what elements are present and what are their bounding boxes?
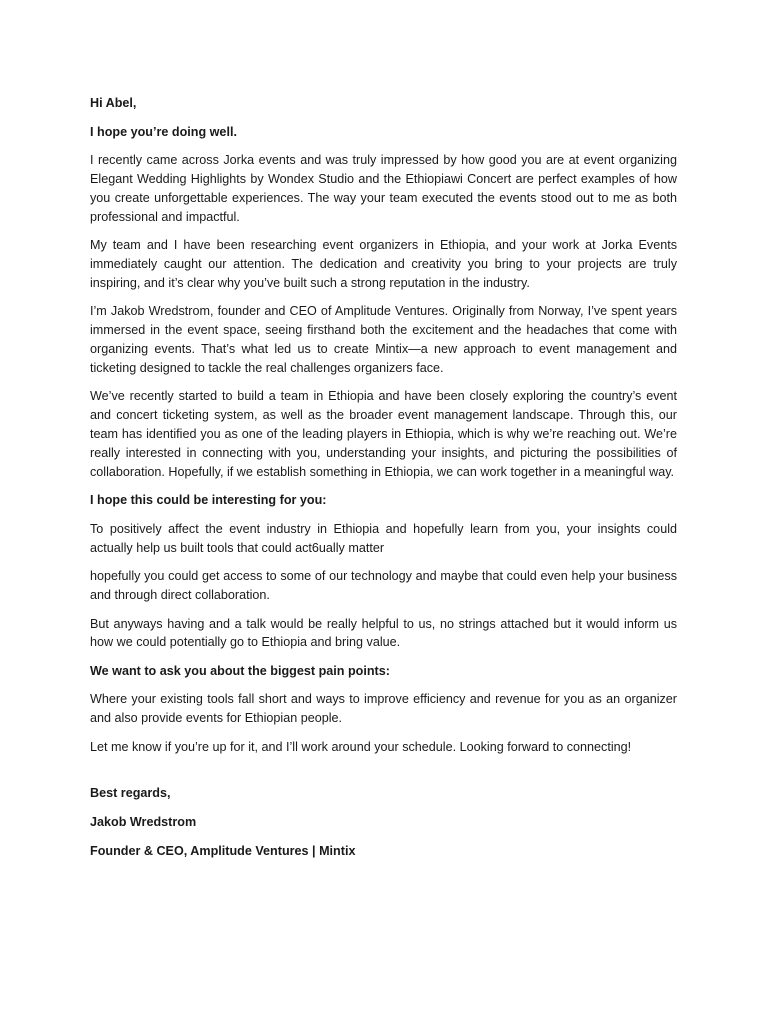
signature-title: Founder & CEO, Amplitude Ventures | Mintix [90,843,356,858]
signoff: Best regards, [90,786,171,801]
greeting: Hi Abel, [90,96,137,110]
letter-body [90,94,677,870]
signature-name: Jakob Wredstrom [90,815,197,830]
opening-line: I hope you’re doing well. [90,124,237,139]
paragraph-about-sender: I’m Jakob Wredstrom, founder and CEO of Amplitude Ventures. Originally from Norway, I’ve spent years immersed in the event space, seeing firsthand both the excitement and the headaches that come with organizing events. That’s what led us to create Mintix—a new approach to event management and ticketing designed to tackle the real challenges organizers face. [90,304,677,375]
paragraph-tools: Where your existing tools fall short and ways to improve efficiency and revenue for you as an organizer and also provide events for Ethiopian people. [90,692,677,726]
paragraph-talk: But anyways having and a talk would be really helpful to us, no strings attached but it would inform us how we could potentially go to Ethiopia and bring value. [90,616,677,650]
paragraph-ethiopia-team: We’ve recently started to build a team in Ethiopia and have been closely exploring the country’s event and concert ticketing system, as well as the broader event management landscape. Through this, our team has identified you as one of the leading players in Ethiopia, which is why we’re reaching out. We’re really interested in connecting with you, understanding your insights, and picturing the possibilities of collaboration. Hopefully, if we establish something in Ethiopia, we can work together in a meaningful way. [90,389,677,479]
heading-pain-points: We want to ask you about the biggest pain points: [90,663,390,678]
heading-interest: I hope this could be interesting for you: [90,493,327,508]
paragraph-research: My team and I have been researching event organizers in Ethiopia, and your work at Jorka Events immediately caught our attention. The dedication and creativity you bring to your projects are truly inspiring, and it’s clear why you’ve built such a strong reputation in the industry. [90,238,677,290]
paragraph-intro: I recently came across Jorka events and was truly impressed by how good you are at event organizing Elegant Wedding Highlights by Wondex Studio and the Ethiopiawi Concert are perfect examples of how you create unforgettable experiences. The way your team executed the events stood out to me as both professional and impactful. [90,153,677,224]
paragraph-closing: Let me know if you’re up for it, and I’ll work around your schedule. Looking forward to connecting! [90,739,632,754]
spacer [90,766,677,784]
paragraph-impact: To positively affect the event industry in Ethiopia and hopefully learn from you, your insights could actually help us built tools that could act6ually matter [90,521,677,555]
paragraph-technology: hopefully you could get access to some of our technology and maybe that could even help your business and through direct collaboration. [90,569,677,602]
